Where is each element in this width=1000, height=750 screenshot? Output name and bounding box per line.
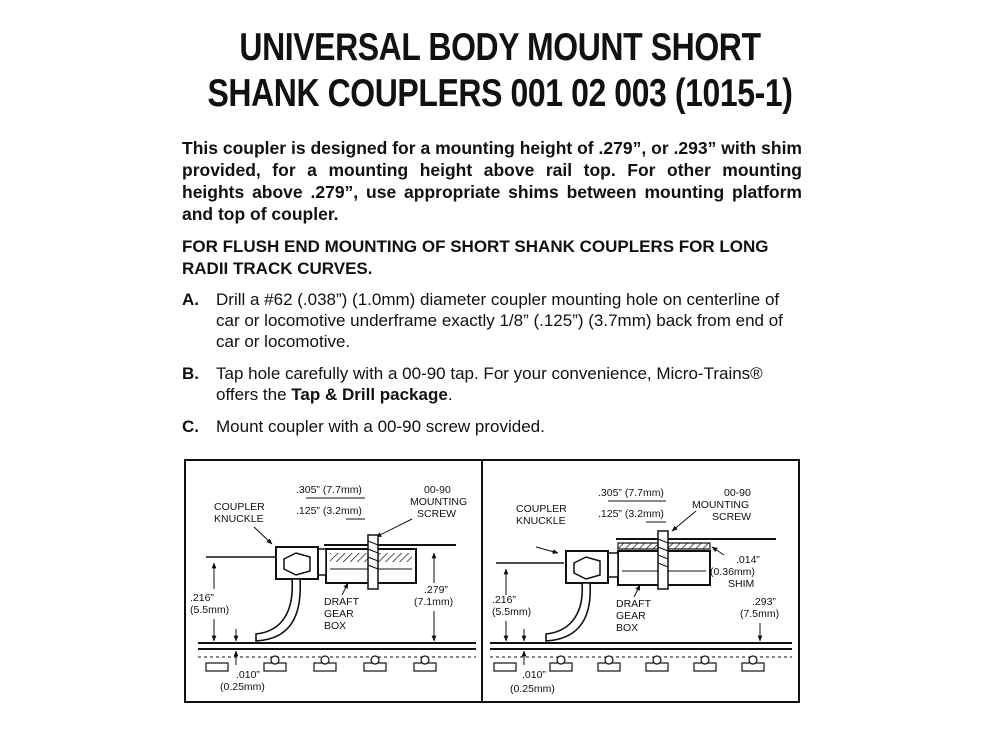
left-010-label-2: (0.25mm) bbox=[220, 681, 265, 693]
right-dim-305-label: .305” (7.7mm) bbox=[598, 487, 664, 499]
right-010-label-1: .010” bbox=[522, 669, 546, 681]
step-a-text: Drill a #62 (.038”) (1.0mm) diameter coupler mounting hole on centerline of car or locomotive underframe exactly 1/8” (.125”) (3.7mm) back from end of car or locomotive. bbox=[216, 290, 783, 351]
right-knuckle-pointer bbox=[536, 547, 558, 553]
right-draft-label-3: BOX bbox=[616, 622, 639, 634]
left-draft-label-1: DRAFT bbox=[324, 596, 359, 608]
right-293-label-1: .293” bbox=[752, 596, 776, 608]
step-b-letter: B. bbox=[182, 364, 199, 383]
page-title-line-1: UNIVERSAL BODY MOUNT SHORT bbox=[239, 26, 761, 69]
right-draft-label-1: DRAFT bbox=[616, 598, 651, 610]
left-screw-label-2: MOUNTING bbox=[410, 496, 468, 508]
right-screw-label-1: 00-90 bbox=[724, 487, 751, 499]
left-knuckle-pointer bbox=[254, 527, 272, 544]
left-screw-pointer bbox=[376, 519, 412, 537]
left-draft-label-3: BOX bbox=[324, 620, 347, 632]
right-216-label-1: .216” bbox=[492, 594, 516, 606]
page-title-line-2: SHANK COUPLERS 001 02 003 (1015-1) bbox=[207, 72, 793, 115]
right-knuckle-label-1: COUPLER bbox=[516, 503, 567, 515]
tap-drill-package-label: Tap & Drill package bbox=[291, 385, 448, 404]
right-shim-label-3: SHIM bbox=[728, 578, 755, 590]
right-shim-pointer bbox=[712, 547, 724, 555]
left-draft-label-2: GEAR bbox=[324, 608, 354, 620]
step-c-letter: C. bbox=[182, 417, 199, 436]
right-293-label-2: (7.5mm) bbox=[740, 608, 780, 620]
right-draft-label-2: GEAR bbox=[616, 610, 646, 622]
right-screw-pointer bbox=[672, 511, 696, 531]
right-panel bbox=[490, 487, 792, 695]
left-screw-label-3: SCREW bbox=[417, 508, 457, 520]
left-trip-pin bbox=[256, 579, 300, 641]
right-knuckle-label-2: KNUCKLE bbox=[516, 515, 566, 527]
left-279-label-1: .279” bbox=[424, 584, 448, 596]
right-shim-label-2: (0.36mm) bbox=[710, 566, 755, 578]
right-screw-label-2: MOUNTING bbox=[692, 499, 750, 511]
section-heading: FOR FLUSH END MOUNTING OF SHORT SHANK COUPLERS FOR LONG RADII TRACK CURVES. bbox=[182, 237, 769, 278]
step-b-text-end: . bbox=[447, 385, 453, 404]
left-010-label-1: .010” bbox=[236, 669, 260, 681]
intro-paragraph: This coupler is designed for a mounting height of .279”, or .293” with shim provided, for a mounting height above rail top. For other mounting heights above .279”, use appropriate shims between mounting platform and top of coupler. bbox=[182, 138, 802, 224]
right-trip-pin bbox=[546, 583, 590, 641]
left-knuckle-label-1: COUPLER bbox=[214, 501, 265, 513]
right-dim-125-label: .125” (3.2mm) bbox=[598, 508, 664, 520]
right-screw-label-3: SCREW bbox=[712, 511, 752, 523]
left-draft-pointer bbox=[342, 583, 348, 595]
left-279-label-2: (7.1mm) bbox=[414, 596, 454, 608]
right-draft-pointer bbox=[634, 585, 640, 597]
left-dim-305-label: .305” (7.7mm) bbox=[296, 484, 362, 496]
right-010-label-2: (0.25mm) bbox=[510, 683, 555, 695]
left-screw-label-1: 00-90 bbox=[424, 484, 451, 496]
left-dim-125-label: .125” (3.2mm) bbox=[296, 505, 362, 517]
left-panel bbox=[190, 484, 476, 693]
step-b-text-main: Tap hole carefully with a 00-90 tap. For your convenience, Micro-Trains® offers the bbox=[216, 364, 763, 404]
left-216-label-2: (5.5mm) bbox=[190, 604, 230, 616]
left-knuckle-label-2: KNUCKLE bbox=[214, 513, 264, 525]
step-b-text bbox=[216, 363, 806, 405]
right-shim-label-1: .014” bbox=[736, 554, 760, 566]
step-c-text: Mount coupler with a 00-90 screw provided. bbox=[216, 417, 545, 436]
right-216-label-2: (5.5mm) bbox=[492, 606, 532, 618]
coupler-mounting-diagram bbox=[184, 459, 800, 703]
step-a-letter: A. bbox=[182, 290, 199, 309]
left-216-label-1: .216” bbox=[190, 592, 214, 604]
